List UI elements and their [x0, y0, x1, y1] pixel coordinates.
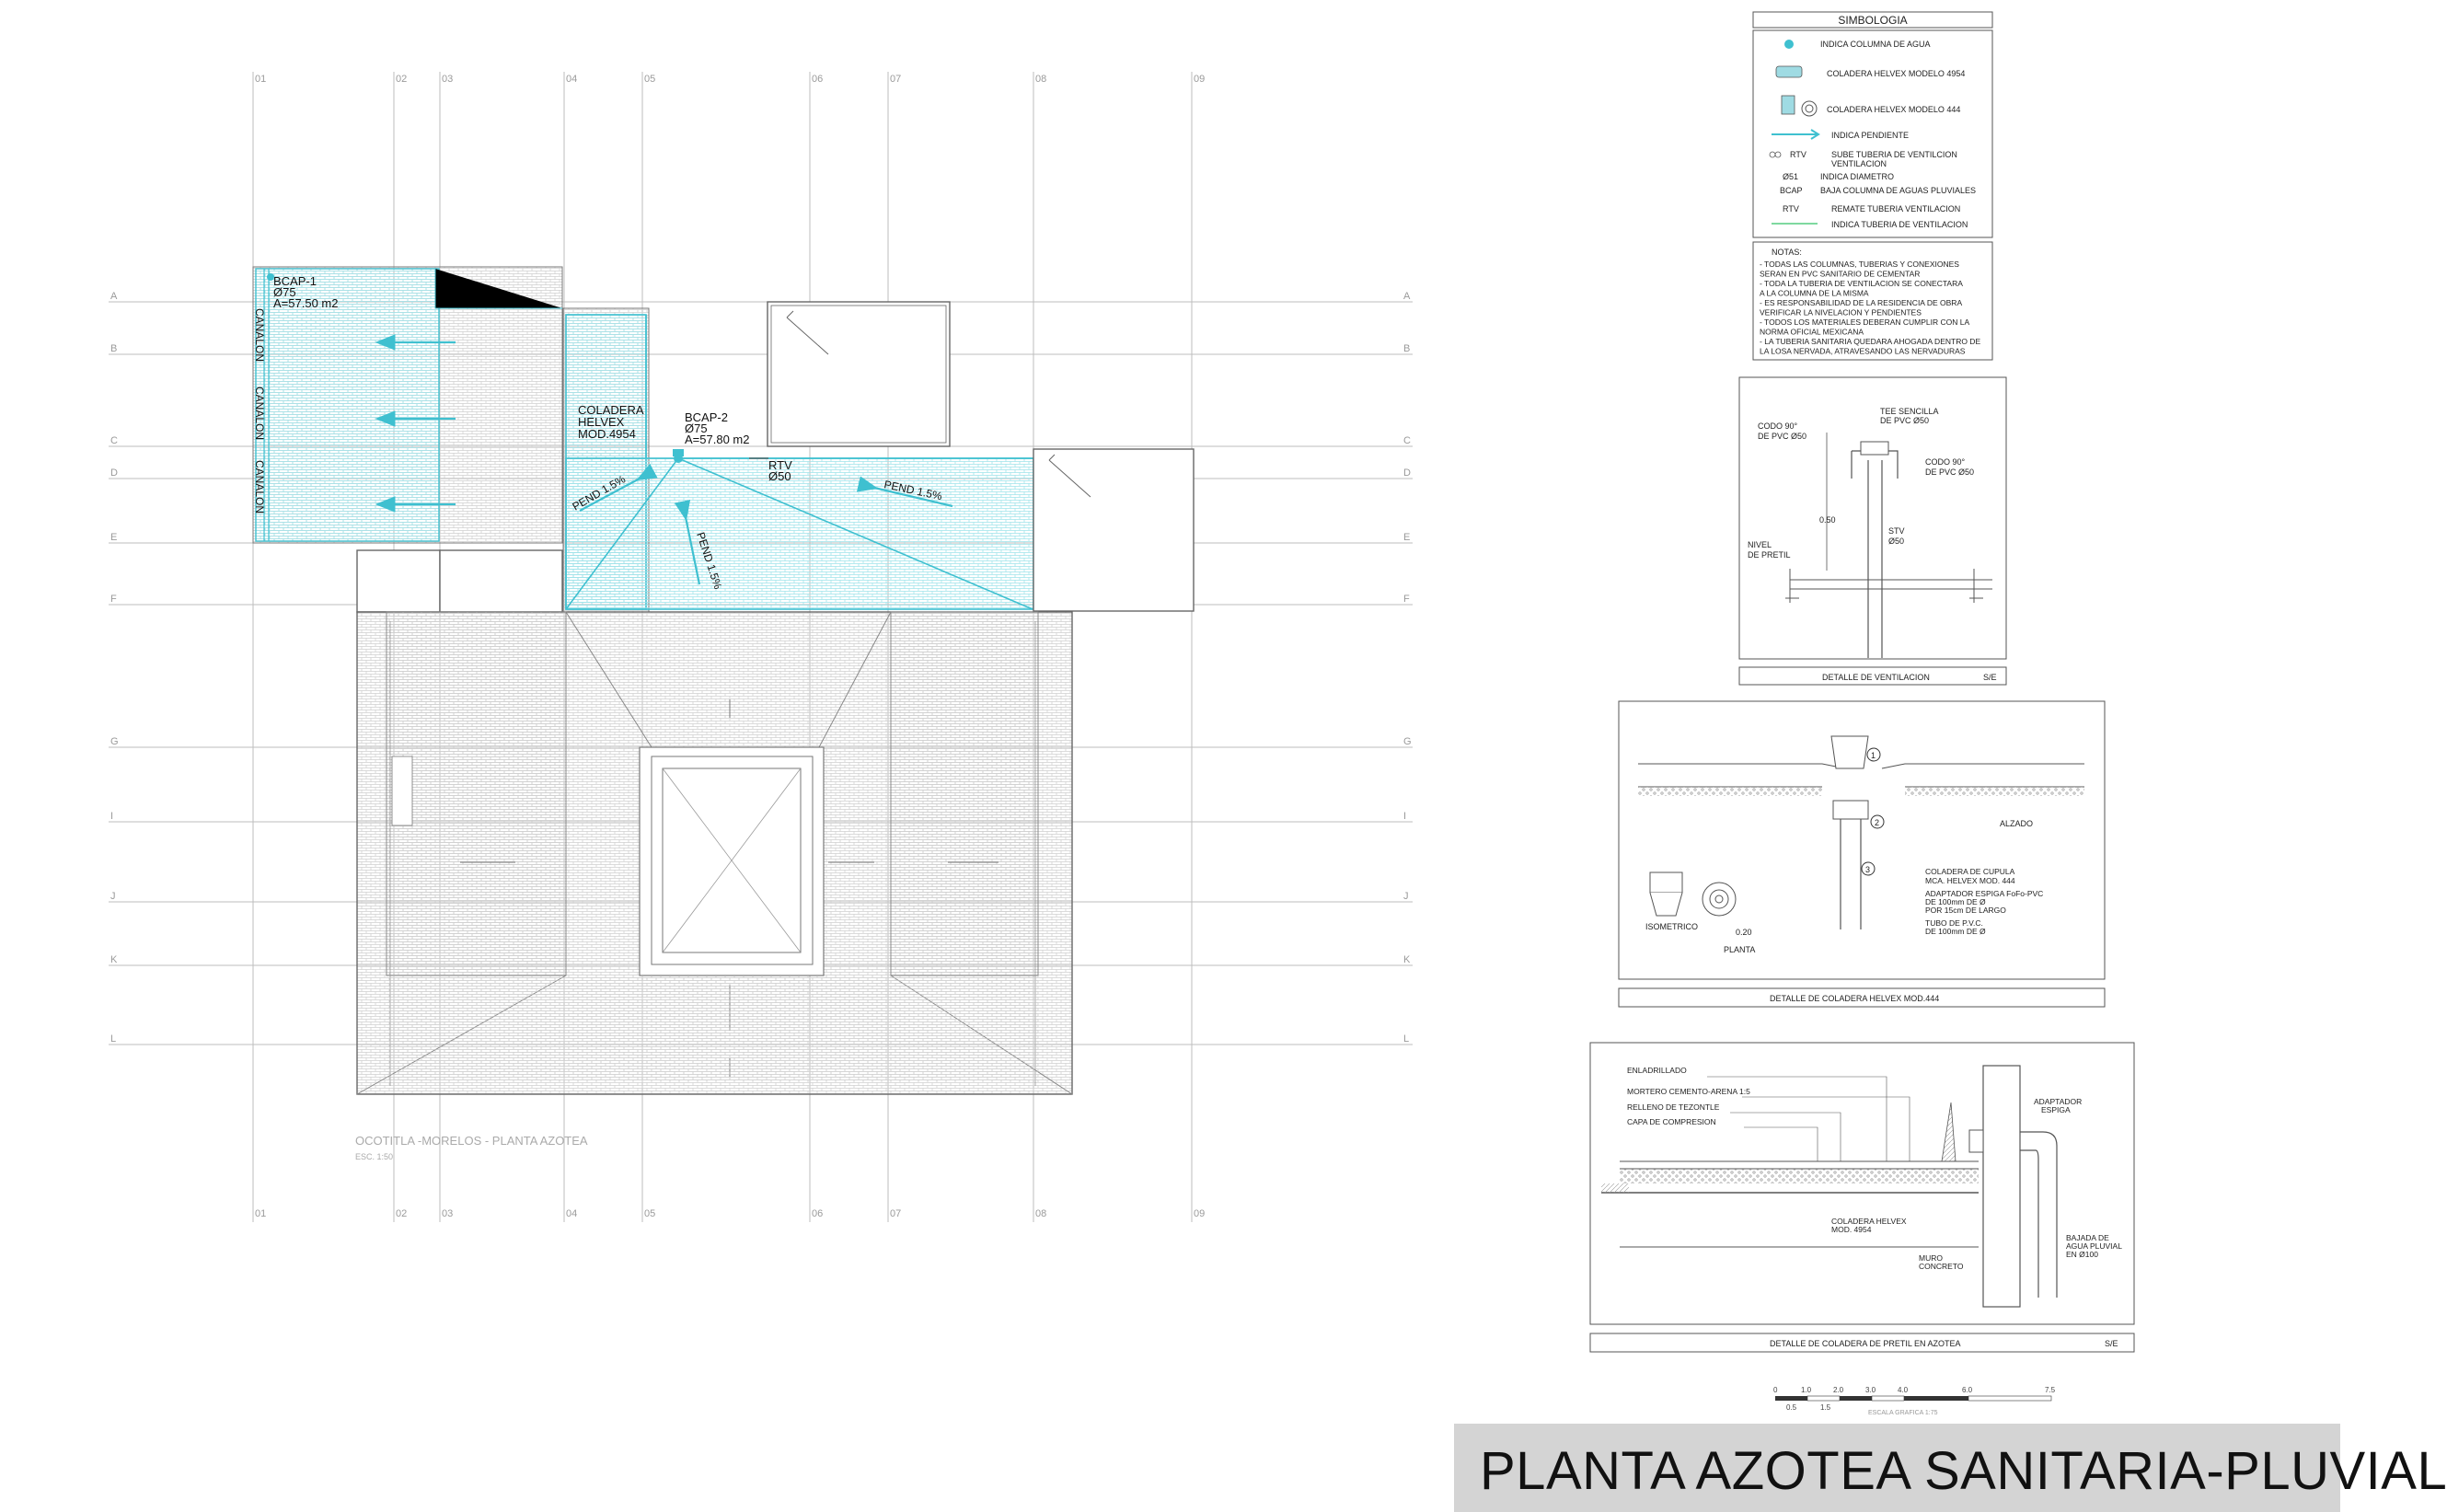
vent-tee-1: TEE SENCILLA	[1880, 407, 1939, 416]
axis-label-top-9: 09	[1194, 74, 1206, 85]
pretil-enladrillado: ENLADRILLADO	[1627, 1066, 1687, 1075]
pretil-capa: CAPA DE COMPRESION	[1627, 1117, 1716, 1126]
axis-label-right-C: C	[1403, 435, 1411, 446]
legend-item-1: INDICA COLUMNA DE AGUA	[1820, 40, 1931, 49]
vent-codo-l1: CODO 90°	[1758, 421, 1798, 431]
coladera-label-3: MOD.4954	[578, 427, 636, 441]
coladera-4954-icon	[1776, 66, 1802, 77]
axis-label-left-G: G	[110, 736, 119, 747]
bcap1-label: BCAP-1	[273, 274, 317, 288]
axis-label-bottom-7: 07	[890, 1208, 902, 1219]
pretil-relleno: RELLENO DE TEZONTLE	[1627, 1102, 1720, 1112]
c444-n3: 3	[1865, 865, 1871, 874]
vent-codo-r2: DE PVC Ø50	[1925, 467, 1975, 477]
axis-label-top-7: 07	[890, 74, 902, 85]
axis-label-right-I: I	[1403, 811, 1407, 822]
legend-item-9: INDICA TUBERIA DE VENTILACION	[1831, 220, 1968, 229]
canalon-label-2: CANALON	[253, 387, 266, 441]
pretil-coladera-1: COLADERA HELVEX	[1831, 1217, 1907, 1226]
pretil-adaptador-1: ADAPTADOR	[2034, 1097, 2083, 1106]
c444-item1-a: COLADERA DE CUPULA	[1925, 867, 2015, 876]
note-line: - TODOS LOS MATERIALES DEBERAN CUMPLIR CON LA	[1760, 317, 1970, 327]
axis-label-bottom-1: 01	[255, 1208, 267, 1219]
axis-label-left-F: F	[110, 594, 117, 605]
axis-label-top-5: 05	[644, 74, 656, 85]
axis-label-right-J: J	[1403, 891, 1409, 902]
coladera-label-1: COLADERA	[578, 403, 644, 417]
axis-label-top-8: 08	[1035, 74, 1047, 85]
c444-detail-title: DETALLE DE COLADERA HELVEX MOD.444	[1770, 994, 1940, 1003]
pretil-bajada-3: EN Ø100	[2066, 1250, 2098, 1259]
scale-caption: ESCALA GRAFICA 1:75	[1868, 1410, 1938, 1416]
legend-item-8: REMATE TUBERIA VENTILACION	[1831, 204, 1961, 214]
detail-coladera-pretil	[1590, 1043, 2134, 1352]
sheet-title-block	[1454, 1424, 2447, 1512]
c444-item3-b: DE 100mm DE Ø	[1925, 927, 1986, 936]
legend-sym-5: RTV	[1790, 150, 1806, 159]
axis-label-left-D: D	[110, 467, 118, 479]
axis-label-left-E: E	[110, 532, 118, 543]
vent-stv-2: Ø50	[1888, 537, 1905, 546]
note-line: SERAN EN PVC SANITARIO DE CEMENTAR	[1760, 269, 1921, 279]
axis-label-left-I: I	[110, 811, 114, 822]
legend-sym-6: Ø51	[1783, 172, 1799, 181]
axis-label-left-K: K	[110, 954, 118, 965]
vent-nivel-2: DE PRETIL	[1748, 550, 1791, 560]
scale-tick-b1: 1.5	[1820, 1403, 1831, 1412]
pretil-muro-2: CONCRETO	[1919, 1262, 1964, 1271]
axis-label-top-2: 02	[396, 74, 408, 85]
legend-sym-7: BCAP	[1780, 186, 1803, 195]
bcap2-label: BCAP-2	[685, 410, 728, 424]
c444-planta: PLANTA	[1724, 945, 1756, 954]
canalon-label-1: CANALON	[253, 308, 266, 363]
note-line: VERIFICAR LA NIVELACION Y PENDIENTES	[1760, 307, 1922, 317]
coladera-label-2: HELVEX	[578, 415, 625, 429]
note-line: - TODAS LAS COLUMNAS, TUBERIAS Y CONEXIONES	[1760, 260, 1959, 269]
bcap1-area: A=57.50 m2	[273, 296, 339, 310]
detail-ventilation	[1739, 377, 2006, 685]
axis-label-left-L: L	[110, 1033, 117, 1045]
axis-label-top-3: 03	[442, 74, 454, 85]
bcap1-diameter: Ø75	[273, 285, 296, 299]
vent-codo-l2: DE PVC Ø50	[1758, 432, 1807, 441]
note-line: - LA TUBERIA SANITARIA QUEDARA AHOGADA DENTRO DE	[1760, 337, 1981, 346]
legend-item-3: COLADERA HELVEX MODELO 444	[1827, 105, 1961, 114]
note-line: - ES RESPONSABILIDAD DE LA RESIDENCIA DE OBRA	[1760, 298, 1963, 307]
bcap2-area: A=57.80 m2	[685, 433, 750, 446]
plan-scale: ESC. 1:50	[355, 1152, 394, 1161]
legend-item-6: INDICA DIAMETRO	[1820, 172, 1895, 181]
legend-item-5b: VENTILACION	[1831, 159, 1887, 168]
axis-label-top-6: 06	[812, 74, 824, 85]
scale-tick-1: 1.0	[1801, 1386, 1812, 1394]
slope-label-3: PEND 1.5%	[883, 478, 943, 503]
axis-label-right-A: A	[1403, 291, 1411, 302]
pretil-bajada-1: BAJADA DE	[2066, 1233, 2109, 1242]
detail-coladera-444	[1619, 701, 2105, 1007]
axis-label-bottom-9: 09	[1194, 1208, 1206, 1219]
axis-label-bottom-5: 05	[644, 1208, 656, 1219]
canalon-label-3: CANALON	[253, 460, 266, 514]
axis-label-right-E: E	[1403, 532, 1411, 543]
bcap2-diameter: Ø75	[685, 421, 708, 435]
pretil-muro-1: MURO	[1919, 1253, 1943, 1263]
axis-label-right-K: K	[1403, 954, 1411, 965]
scale-tick-4: 4.0	[1898, 1386, 1909, 1394]
rtv-diameter: Ø50	[768, 469, 791, 483]
sheet-title: PLANTA AZOTEA SANITARIA-PLUVIAL	[1480, 1441, 2447, 1501]
axis-label-right-L: L	[1403, 1033, 1410, 1045]
c444-alzado: ALZADO	[2000, 819, 2034, 828]
scale-tick-5: 6.0	[1962, 1386, 1973, 1394]
axis-label-left-B: B	[110, 343, 118, 354]
vent-nivel-1: NIVEL	[1748, 540, 1772, 549]
notes-box	[1753, 242, 1992, 360]
pretil-bajada-2: AGUA PLUVIAL	[2066, 1241, 2122, 1251]
slope-label-2: PEND 1.5%	[694, 530, 725, 591]
notes-title: NOTAS:	[1772, 248, 1802, 257]
note-line: - TODA LA TUBERIA DE VENTILACION SE CONECTARA	[1760, 279, 1963, 288]
axis-label-right-G: G	[1403, 736, 1412, 747]
pretil-mortero: MORTERO CEMENTO-ARENA 1:5	[1627, 1087, 1750, 1096]
axis-label-top-1: 01	[255, 74, 267, 85]
vent-dim: 0.50	[1819, 515, 1836, 525]
legend-item-7: BAJA COLUMNA DE AGUAS PLUVIALES	[1820, 186, 1977, 195]
c444-isometrico: ISOMETRICO	[1645, 922, 1699, 931]
axis-label-bottom-8: 08	[1035, 1208, 1047, 1219]
c444-item3-a: TUBO DE P.V.C.	[1925, 918, 1983, 928]
axis-label-top-4: 04	[566, 74, 578, 85]
axis-label-left-J: J	[110, 891, 116, 902]
axis-label-right-B: B	[1403, 343, 1411, 354]
roof-main-lower	[357, 612, 1072, 1094]
axis-label-bottom-6: 06	[812, 1208, 824, 1219]
axis-label-right-D: D	[1403, 467, 1411, 479]
pretil-detail-scale: S/E	[2105, 1339, 2118, 1348]
pretil-coladera-2: MOD. 4954	[1831, 1225, 1872, 1234]
scale-tick-2: 2.0	[1833, 1386, 1844, 1394]
scale-tick-6: 7.5	[2045, 1386, 2056, 1394]
c444-item2-a: ADAPTADOR ESPIGA FoFo-PVC	[1925, 889, 2044, 898]
graphic-scale	[1773, 1386, 2056, 1416]
note-line: LA LOSA NERVADA, ATRAVESANDO LAS NERVADURAS	[1760, 346, 1966, 356]
slope-label-1: PEND 1.5%	[570, 472, 628, 514]
axis-label-left-C: C	[110, 435, 118, 446]
scale-tick-b0: 0.5	[1786, 1403, 1797, 1412]
vent-detail-title: DETALLE DE VENTILACION	[1822, 673, 1930, 682]
legend-item-2: COLADERA HELVEX MODELO 4954	[1827, 69, 1966, 78]
scale-tick-3: 3.0	[1865, 1386, 1876, 1394]
c444-item2-b: DE 100mm DE Ø	[1925, 897, 1986, 906]
rtv-label: RTV	[768, 458, 792, 472]
c444-n1: 1	[1871, 751, 1876, 760]
c444-n2: 2	[1875, 818, 1880, 827]
vent-codo-r1: CODO 90°	[1925, 457, 1966, 467]
vent-detail-scale: S/E	[1983, 673, 1997, 682]
axis-label-bottom-4: 04	[566, 1208, 578, 1219]
legend-title: SIMBOLOGIA	[1838, 14, 1908, 27]
axis-label-left-A: A	[110, 291, 118, 302]
legend-item-5: SUBE TUBERIA DE VENTILCION	[1831, 150, 1957, 159]
plan-caption: OCOTITLA -MORELOS - PLANTA AZOTEA	[355, 1134, 588, 1148]
scale-tick-0: 0	[1773, 1386, 1778, 1394]
legend-box	[1753, 12, 1992, 237]
axis-label-bottom-3: 03	[442, 1208, 454, 1219]
legend-sym-8: RTV	[1783, 204, 1799, 214]
vent-tee-2: DE PVC Ø50	[1880, 416, 1930, 425]
legend-item-4: INDICA PENDIENTE	[1831, 131, 1910, 140]
c444-item2-c: POR 15cm DE LARGO	[1925, 906, 2006, 915]
axis-label-bottom-2: 02	[396, 1208, 408, 1219]
note-line: NORMA OFICIAL MEXICANA	[1760, 327, 1864, 337]
vent-stv-1: STV	[1888, 526, 1905, 536]
c444-item1-b: MCA. HELVEX MOD. 444	[1925, 876, 2015, 885]
axis-label-right-F: F	[1403, 594, 1410, 605]
c444-dim: 0.20	[1736, 928, 1752, 937]
pretil-adaptador-2: ESPIGA	[2041, 1105, 2071, 1114]
pretil-detail-title: DETALLE DE COLADERA DE PRETIL EN AZOTEA	[1770, 1339, 1961, 1348]
water-column-icon	[1784, 40, 1794, 49]
note-line: A LA COLUMNA DE LA MISMA	[1760, 288, 1869, 298]
